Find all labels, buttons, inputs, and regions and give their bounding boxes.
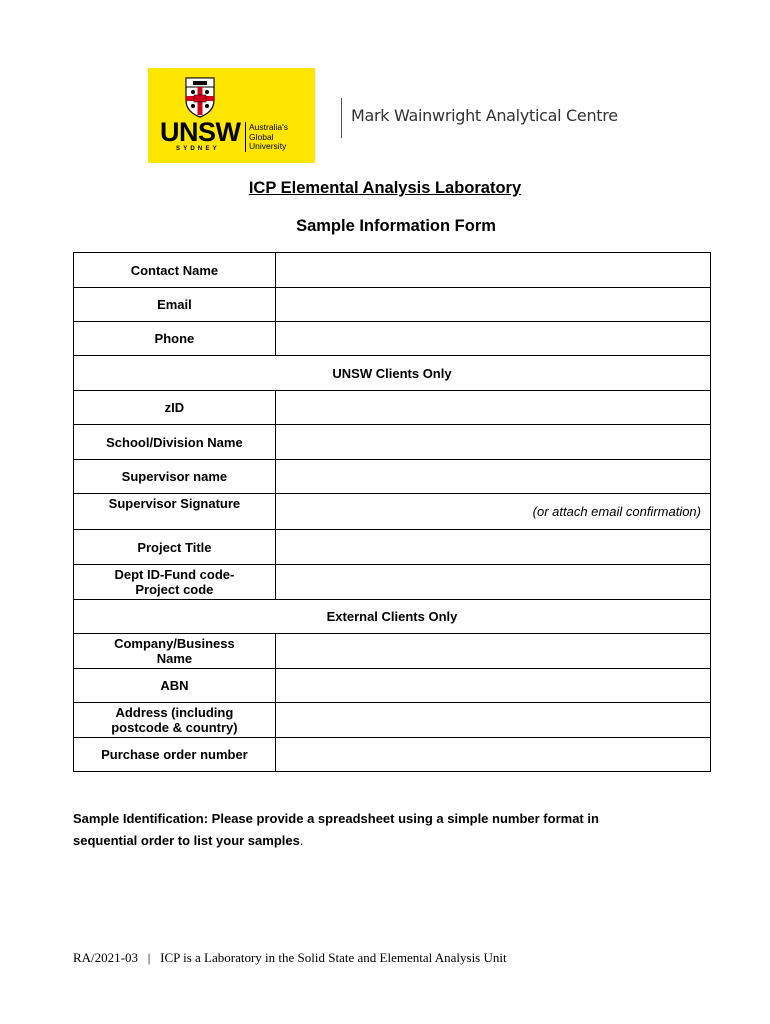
purchase-order-label: Purchase order number	[74, 738, 276, 772]
unsw-tagline: Australia's Global University	[249, 122, 288, 151]
phone-label: Phone	[74, 322, 276, 356]
address-field[interactable]	[275, 703, 710, 738]
footer-text: ICP is a Laboratory in the Solid State and Elemental Analysis Unit	[160, 950, 507, 965]
email-field[interactable]	[275, 288, 710, 322]
centre-divider	[341, 98, 342, 138]
zid-field[interactable]	[275, 391, 710, 425]
logo-divider	[245, 122, 246, 152]
unsw-city: SYDNEY	[176, 146, 220, 152]
abn-field[interactable]	[275, 669, 710, 703]
address-label: Address (including postcode & country)	[74, 703, 276, 738]
unsw-clients-section: UNSW Clients Only	[74, 356, 711, 391]
company-business-label: Company/Business Name	[74, 634, 276, 669]
external-clients-section: External Clients Only	[74, 600, 711, 634]
footer-separator: |	[147, 950, 151, 965]
document-title: ICP Elemental Analysis Laboratory	[248, 179, 522, 197]
project-title-field[interactable]	[275, 530, 710, 565]
centre-name: Mark Wainwright Analytical Centre	[351, 106, 618, 125]
supervisor-signature-label: Supervisor Signature	[74, 494, 276, 530]
unsw-wordmark: UNSW	[160, 117, 241, 147]
supervisor-signature-field[interactable]	[275, 494, 710, 530]
signature-note: (or attach email confirmation)	[532, 504, 701, 519]
company-business-field[interactable]	[275, 634, 710, 669]
phone-field[interactable]	[275, 322, 710, 356]
contact-name-label: Contact Name	[74, 253, 276, 288]
project-title-label: Project Title	[74, 530, 276, 565]
abn-label: ABN	[74, 669, 276, 703]
supervisor-name-label: Supervisor name	[74, 460, 276, 494]
sample-identification-note: Sample Identification: Please provide a spreadsheet using a simple number format in sequential order to list your samples.	[73, 811, 599, 848]
dept-fund-project-field[interactable]	[275, 565, 710, 600]
document-code: RA/2021-03	[73, 950, 138, 965]
dept-fund-project-label: Dept ID-Fund code- Project code	[74, 565, 276, 600]
school-division-label: School/Division Name	[74, 425, 276, 460]
page-footer	[73, 950, 507, 966]
contact-name-field[interactable]	[275, 253, 710, 288]
unsw-crest-icon	[184, 76, 216, 118]
zid-label: zID	[74, 391, 276, 425]
document-subtitle: Sample Information Form	[296, 217, 496, 235]
unsw-logo	[148, 68, 315, 163]
supervisor-name-field[interactable]	[275, 460, 710, 494]
sample-information-table	[73, 252, 711, 772]
purchase-order-field[interactable]	[275, 738, 710, 772]
school-division-field[interactable]	[275, 425, 710, 460]
email-label: Email	[74, 288, 276, 322]
